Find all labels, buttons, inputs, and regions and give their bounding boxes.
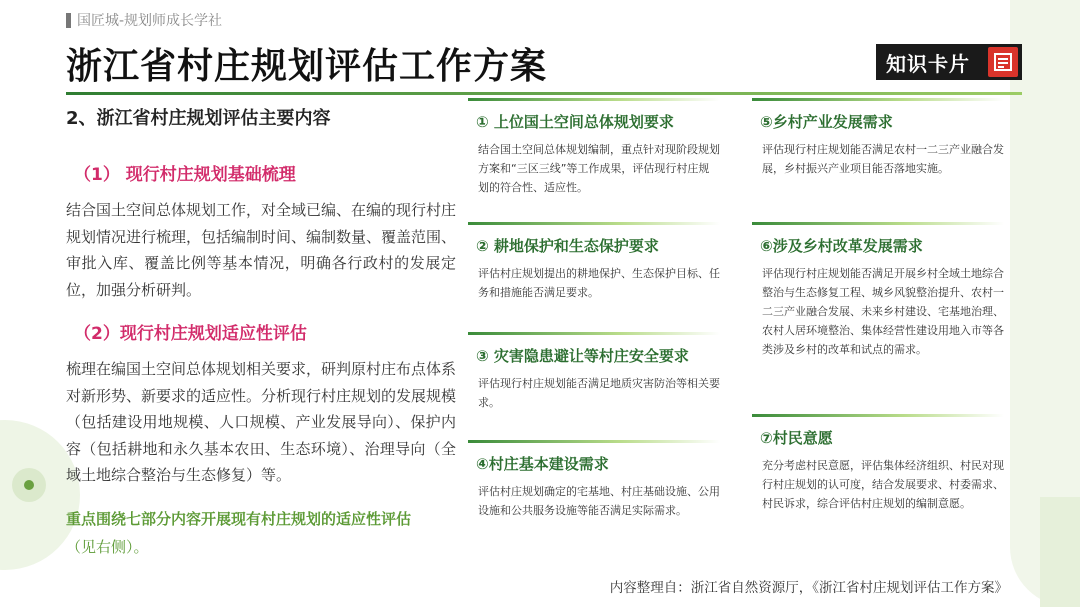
item-body: 评估现行村庄规划能否满足开展乡村全域土地综合整治与生态修复工程、城乡风貌整治提升、农村一二三产业融合发展、未来乡村建设、宅基地治理、农村人居环境整治、集体经营性建设用地入市等各类涉及乡村的改革和试点的需求。 [762,267,1004,356]
item-card-7 [752,414,1004,534]
item-card-4 [468,440,720,550]
highlight-paren: （见右侧）。 [66,537,149,556]
subsection-heading-1: （1） 现行村庄规划基础梳理 [74,165,296,185]
item-card-2 [468,222,720,332]
item-title: ② 耕地保护和生态保护要求 [476,237,659,255]
item-divider [752,222,1004,225]
item-title: ⑦村民意愿 [760,429,833,447]
item-divider [752,98,1004,101]
item-body: 评估村庄规划提出的耕地保护、生态保护目标、任务和措施能否满足要求。 [478,267,720,299]
item-body: 评估现行村庄规划能否满足地质灾害防治等相关要求。 [478,377,720,409]
subsection-body-1: 结合国土空间总体规划工作，对全域已编、在编的现行村庄规划情况进行梳理，包括编制时间、编制数量、覆盖范围、审批入库、覆盖比例等基本情况，明确各行政村的发展定位，加强分析研判。 [66,201,457,299]
highlight-note [66,505,456,561]
subsection-body-2: 梳理在编国土空间总体规划相关要求，研判原村庄布点体系对新形势、新要求的适应性。分析现行村庄规划的发展规模（包括建设用地规模、人口规模、产业发展导向）、保护内容（包括耕地和永久基本农田、生态环境）、治理导向（全域土地综合整治与生态修复）等。 [66,360,457,484]
header-tag-text: 国匠城-规划师成长学社 [77,13,223,29]
item-divider [468,98,720,101]
item-body: 评估村庄规划确定的宅基地、村庄基础设施、公用设施和公共服务设施等能否满足实际需求。 [478,485,720,517]
section-heading: 2、浙江省村庄规划评估主要内容 [66,108,331,129]
item-card-6 [752,222,1004,414]
left-column [66,104,456,561]
item-title: ④村庄基本建设需求 [476,455,609,473]
page-title: 浙江省村庄规划评估工作方案 [66,46,548,87]
source-credit: 内容整理自：浙江省自然资源厅，《浙江省村庄规划评估工作方案》 [609,580,1008,596]
title-divider [66,92,1022,95]
highlight-text: 重点围绕七部分内容开展现有村庄规划的适应性评估 [66,509,412,528]
item-body: 结合国土空间总体规划编制，重点针对现阶段规划方案和“三区三线”等工作成果，评估现行村庄规划的符合性、适应性。 [478,143,720,194]
item-card-3 [468,332,720,440]
decorative-dot [24,480,34,490]
subsection-heading-2: （2）现行村庄规划适应性评估 [74,324,307,344]
items-column-left [468,98,720,550]
item-body: 评估现行村庄规划能否满足农村一二三产业融合发展，乡村振兴产业项目能否落地实施。 [762,143,1004,175]
item-title: ① 上位国土空间总体规划要求 [476,113,674,131]
item-divider [468,222,720,225]
knowledge-card-badge [876,44,1022,80]
item-card-5 [752,98,1004,222]
document-icon [988,47,1018,77]
background-decoration-corner [1040,497,1080,607]
item-body: 充分考虑村民意愿，评估集体经济组织、村民对现行村庄规划的认可度，结合发展要求、村委需求、村民诉求，综合评估村庄规划的编制意愿。 [762,459,1004,510]
item-title: ③ 灾害隐患避让等村庄安全要求 [476,347,689,365]
items-column-right [752,98,1004,534]
item-title: ⑤乡村产业发展需求 [760,113,893,131]
badge-label: 知识卡片 [886,51,970,76]
item-title: ⑥涉及乡村改革发展需求 [760,237,923,255]
header-tag [66,10,222,30]
tag-bar-icon [66,13,71,28]
item-card-1 [468,98,720,222]
item-divider [752,414,1004,417]
item-divider [468,440,720,443]
item-divider [468,332,720,335]
